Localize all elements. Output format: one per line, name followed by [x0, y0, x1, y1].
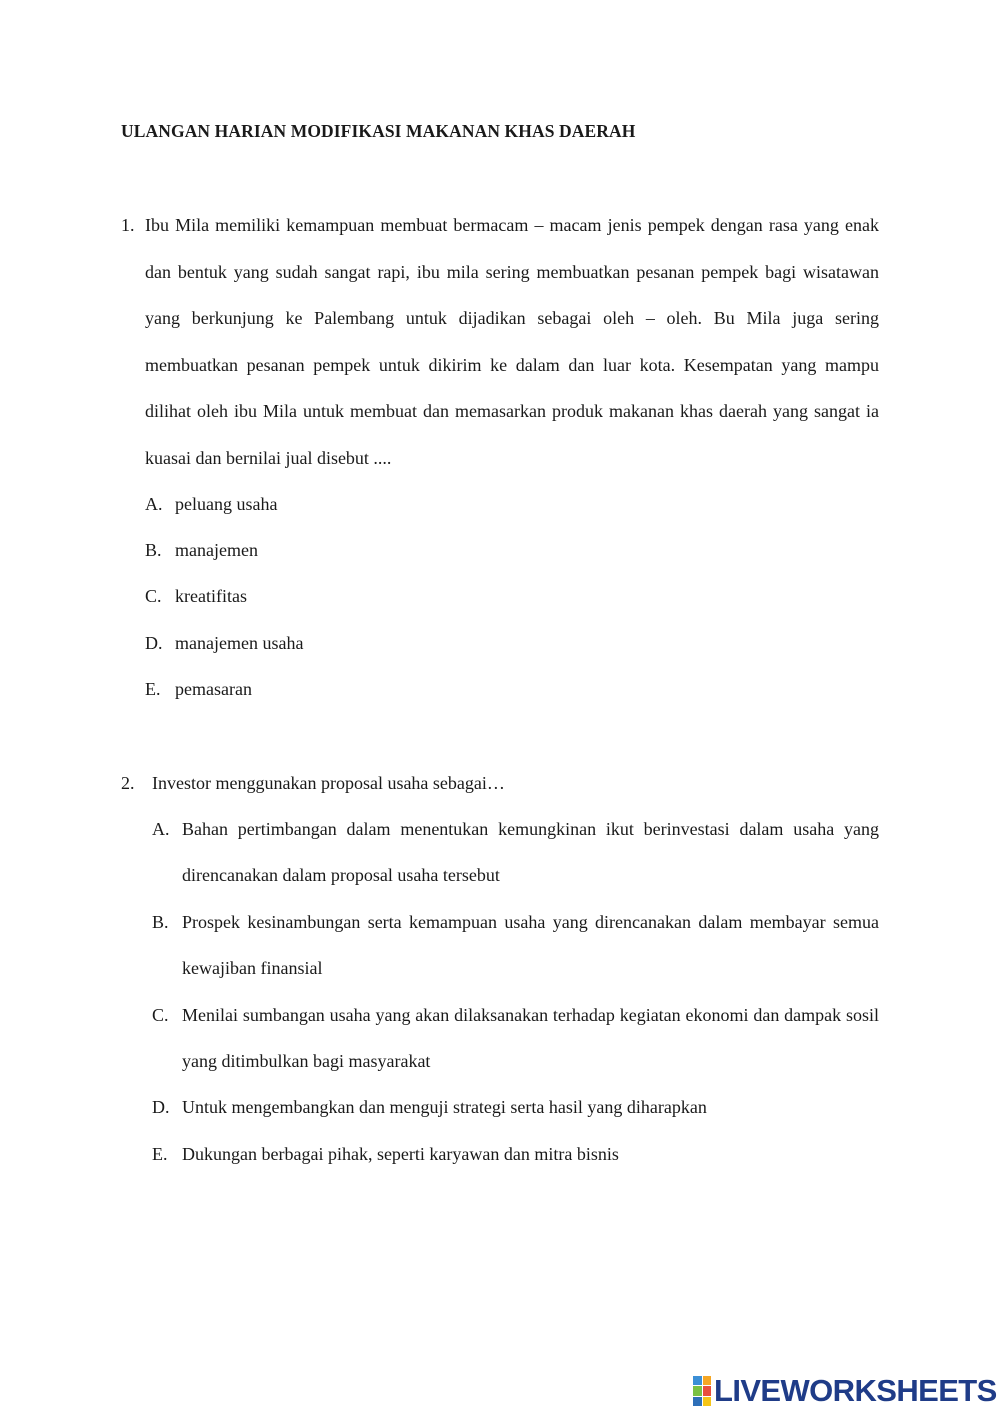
options-list	[145, 481, 879, 712]
logo-mark-cell	[693, 1376, 702, 1385]
question-number: 1.	[121, 215, 135, 235]
logo-mark-cell	[703, 1397, 712, 1406]
option-a[interactable]	[145, 481, 879, 527]
option-text: kreatifitas	[175, 586, 247, 607]
option-text: manajemen	[175, 540, 258, 561]
option-letter: B.	[152, 911, 169, 932]
option-b[interactable]	[145, 527, 879, 573]
option-text: Prospek kesinambungan serta kemampuan usaha yang direncanakan dalam membayar semua kewajiban finansial	[182, 911, 879, 979]
option-e[interactable]	[152, 1131, 879, 1177]
option-letter: D.	[145, 632, 163, 653]
option-text: Bahan pertimbangan dalam menentukan kemungkinan ikut berinvestasi dalam usaha yang direncanakan dalam proposal usaha tersebut	[182, 819, 879, 886]
option-letter: A.	[152, 819, 170, 839]
option-a[interactable]	[152, 806, 879, 899]
option-letter: A.	[145, 494, 163, 514]
logo-mark-cell	[703, 1386, 712, 1395]
option-text: Untuk mengembangkan dan menguji strategi serta hasil yang diharapkan	[182, 1097, 707, 1118]
option-c[interactable]	[152, 992, 879, 1085]
option-text: Menilai sumbangan usaha yang akan dilaksanakan terhadap kegiatan ekonomi dan dampak sosil yang ditimbulkan bagi masyarakat	[182, 1004, 879, 1072]
option-text: pemasaran	[175, 678, 252, 699]
question-text: Ibu Mila memiliki kemampuan membuat bermacam – macam jenis pempek dengan rasa yang enak dan bentuk yang sudah sangat rapi, ibu mila sering membuatkan pesanan pempek bagi wisatawan yang berkunjung ke Palembang untuk dijadikan sebagai oleh – oleh. Bu Mila juga sering membuatkan pesanan pempek untuk dikirim ke dalam dan luar kota. Kesempatan yang mampu dilihat oleh ibu Mila untuk membuat dan memasarkan produk makanan khas daerah yang sangat ia kuasai dan bernilai jual disebut ....	[145, 215, 879, 468]
option-c[interactable]	[145, 573, 879, 619]
worksheet-title: ULANGAN HARIAN MODIFIKASI MAKANAN KHAS DAERAH	[121, 121, 636, 141]
logo-mark-icon	[693, 1376, 711, 1406]
option-e[interactable]	[145, 666, 879, 712]
logo-text: LIVEWORKSHEETS	[714, 1373, 997, 1408]
option-d[interactable]	[145, 620, 879, 666]
option-letter: C.	[145, 586, 162, 607]
option-text: peluang usaha	[175, 494, 278, 514]
question-1	[121, 210, 879, 712]
logo-mark-cell	[693, 1386, 702, 1395]
option-letter: D.	[152, 1097, 170, 1118]
option-text: Dukungan berbagai pihak, seperti karyawan dan mitra bisnis	[182, 1143, 619, 1164]
options-list	[152, 806, 879, 1177]
logo-mark-cell	[693, 1397, 702, 1406]
option-letter: C.	[152, 1004, 169, 1025]
option-letter: E.	[152, 1143, 168, 1164]
option-text: manajemen usaha	[175, 632, 304, 653]
option-letter: B.	[145, 540, 162, 561]
option-d[interactable]	[152, 1084, 879, 1130]
option-letter: E.	[145, 678, 161, 699]
question-number: 2.	[121, 773, 135, 793]
question-text: Investor menggunakan proposal usaha sebagai…	[152, 773, 505, 793]
option-b[interactable]	[152, 899, 879, 992]
logo-mark-cell	[703, 1376, 712, 1385]
question-2	[121, 768, 879, 1177]
liveworksheets-logo	[693, 1373, 997, 1409]
